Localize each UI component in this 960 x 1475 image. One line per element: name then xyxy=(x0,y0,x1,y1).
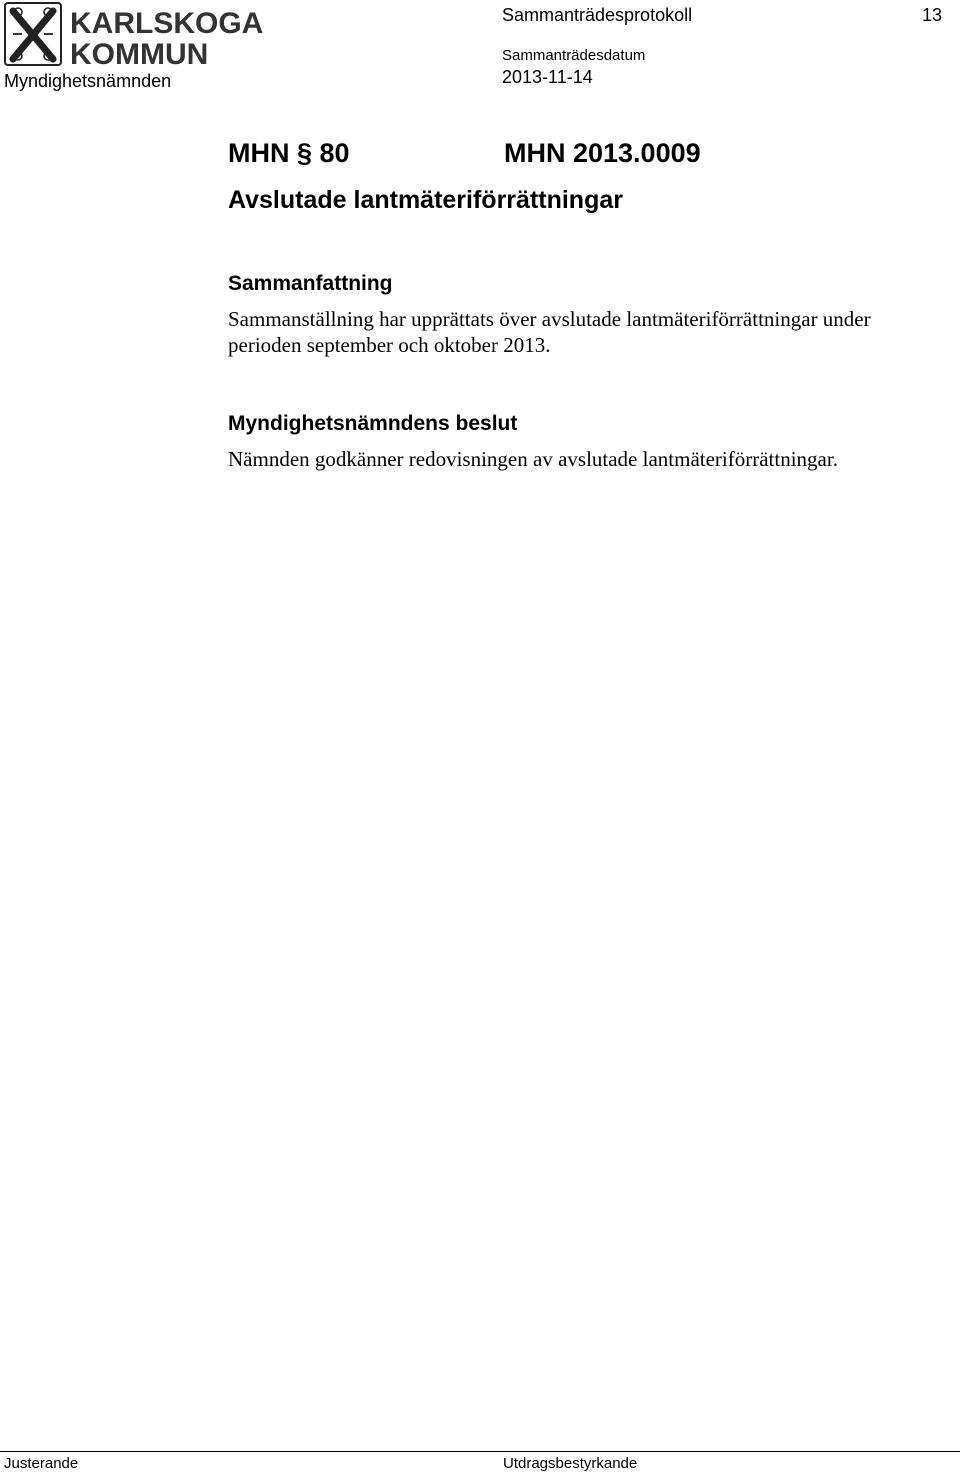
case-number: MHN 2013.0009 xyxy=(504,138,701,168)
decision-heading: Myndighetsnämndens beslut xyxy=(228,412,518,435)
footer-divider xyxy=(0,1451,960,1452)
page-number: 13 xyxy=(921,5,942,25)
decision-text: Nämnden godkänner redovisningen av avslutade lantmäteriförrättningar. xyxy=(228,447,838,471)
meeting-date-label: Sammanträdesdatum xyxy=(502,47,646,64)
summary-heading: Sammanfattning xyxy=(228,272,393,295)
committee-name: Myndighetsnämnden xyxy=(4,71,172,91)
karlskoga-kommun-logo xyxy=(4,2,264,71)
svg-text:KOMMUN: KOMMUN xyxy=(70,38,209,71)
signature-label: Justerande xyxy=(4,1455,79,1472)
summary-text: Sammanställning har upprättats över avslutade lantmäteriförrättningar under perioden september och oktober 2013. xyxy=(228,307,871,357)
document-type: Sammanträdesprotokoll xyxy=(502,5,693,25)
certification-label: Utdragsbestyrkande xyxy=(503,1455,638,1472)
case-title: Avslutade lantmäteriförrättningar xyxy=(228,186,623,214)
meeting-date: 2013-11-14 xyxy=(502,67,593,87)
svg-text:KARLSKOGA: KARLSKOGA xyxy=(70,7,264,40)
paragraph-number: MHN § 80 xyxy=(228,138,350,168)
